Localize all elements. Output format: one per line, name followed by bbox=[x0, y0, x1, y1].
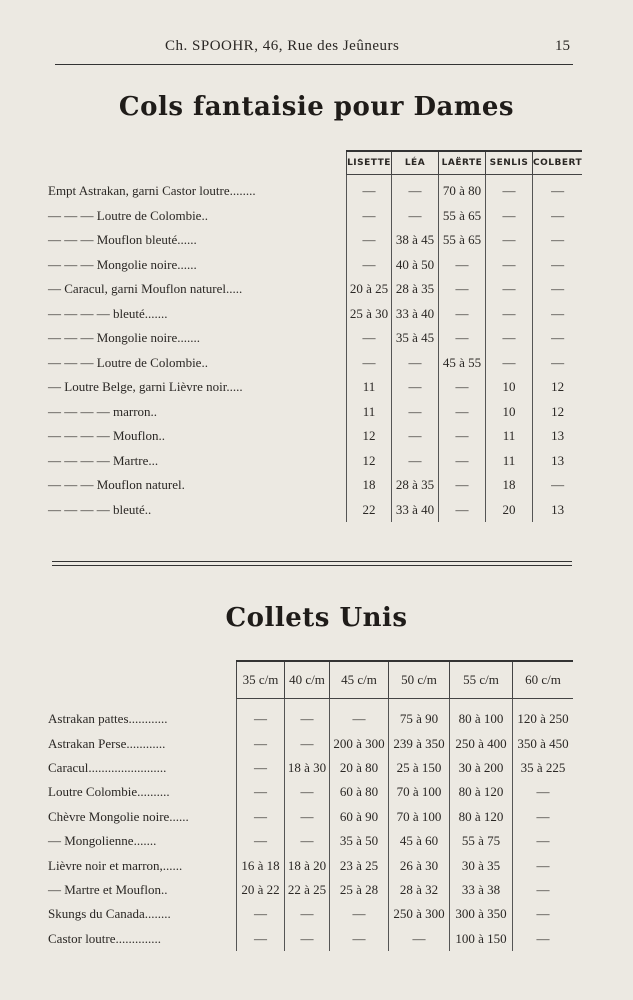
price-cell: 120 à 250 bbox=[513, 707, 574, 731]
row-label: Astrakan Perse............ bbox=[48, 735, 166, 751]
price-cell: 200 à 300 bbox=[330, 731, 389, 755]
table-row bbox=[48, 228, 582, 253]
price-cell: — bbox=[439, 498, 486, 523]
price-cell: — bbox=[533, 473, 583, 498]
price-cell: 80 à 100 bbox=[450, 707, 513, 731]
price-cell: 60 à 90 bbox=[330, 805, 389, 829]
row-label: — — — — bleuté....... bbox=[48, 305, 168, 321]
price-cell: — bbox=[533, 179, 583, 204]
price-cell: — bbox=[486, 277, 533, 302]
price-cell: 45 à 60 bbox=[389, 829, 450, 853]
price-cell: 13 bbox=[533, 449, 583, 474]
row-label: Castor loutre.............. bbox=[48, 930, 162, 946]
spacer-cell bbox=[48, 699, 237, 708]
price-cell: 239 à 350 bbox=[389, 731, 450, 755]
price-cell: 75 à 90 bbox=[389, 707, 450, 731]
price-cell: — bbox=[392, 375, 439, 400]
row-label: Caracul........................ bbox=[48, 759, 167, 775]
price-cell: — bbox=[237, 707, 285, 731]
price-cell: — bbox=[392, 424, 439, 449]
page-number: 15 bbox=[555, 38, 570, 54]
table-row bbox=[48, 731, 573, 755]
price-cell: — bbox=[237, 805, 285, 829]
price-cell: 12 bbox=[347, 449, 392, 474]
price-cell: 100 à 150 bbox=[450, 927, 513, 951]
price-cell: 25 à 150 bbox=[389, 756, 450, 780]
price-cell: — bbox=[347, 326, 392, 351]
price-cell: 33 à 40 bbox=[392, 498, 439, 523]
spacer-cell bbox=[389, 699, 450, 708]
price-cell: 10 bbox=[486, 400, 533, 425]
price-cell: — bbox=[285, 780, 330, 804]
table-row bbox=[48, 424, 582, 449]
row-label: — — — Mongolie noire...... bbox=[48, 256, 197, 272]
header-rule bbox=[55, 64, 573, 65]
price-cell: 23 à 25 bbox=[330, 853, 389, 877]
table-row bbox=[48, 449, 582, 474]
column-header: COLBERT bbox=[533, 151, 583, 175]
price-cell: — bbox=[285, 902, 330, 926]
price-cell: 22 bbox=[347, 498, 392, 523]
row-label: Astrakan pattes............ bbox=[48, 711, 168, 727]
price-cell: 11 bbox=[486, 424, 533, 449]
price-cell: — bbox=[439, 277, 486, 302]
price-cell: — bbox=[285, 927, 330, 951]
spacer-cell bbox=[450, 699, 513, 708]
price-cell: 250 à 400 bbox=[450, 731, 513, 755]
price-cell: 13 bbox=[533, 424, 583, 449]
price-cell: 40 à 50 bbox=[392, 253, 439, 278]
table-row bbox=[48, 878, 573, 902]
price-cell: — bbox=[330, 927, 389, 951]
table-row bbox=[48, 473, 582, 498]
price-cell: 11 bbox=[347, 375, 392, 400]
row-label: — — — Loutre de Colombie.. bbox=[48, 354, 208, 370]
price-cell: — bbox=[533, 302, 583, 327]
price-cell: 11 bbox=[347, 400, 392, 425]
price-cell: — bbox=[392, 449, 439, 474]
price-cell: 20 à 22 bbox=[237, 878, 285, 902]
row-label: Skungs du Canada........ bbox=[48, 906, 171, 922]
price-cell: — bbox=[513, 780, 574, 804]
table-row bbox=[48, 829, 573, 853]
price-cell: — bbox=[392, 204, 439, 229]
table-row bbox=[48, 179, 582, 204]
table-row bbox=[48, 780, 573, 804]
row-label: — — — — Mouflon.. bbox=[48, 428, 165, 444]
section2-title: Collets Unis bbox=[225, 603, 408, 633]
price-cell: — bbox=[439, 326, 486, 351]
section1-title: Cols fantaisie pour Dames bbox=[118, 92, 515, 122]
price-cell: — bbox=[486, 253, 533, 278]
price-cell: — bbox=[439, 375, 486, 400]
row-label: Empt Astrakan, garni Castor loutre........ bbox=[48, 183, 256, 199]
row-label: — Caracul, garni Mouflon naturel..... bbox=[48, 281, 243, 297]
table-row bbox=[48, 204, 582, 229]
price-cell: — bbox=[439, 473, 486, 498]
price-cell: 30 à 35 bbox=[450, 853, 513, 877]
price-cell: — bbox=[347, 179, 392, 204]
price-cell: 80 à 120 bbox=[450, 780, 513, 804]
price-cell: 70 à 100 bbox=[389, 805, 450, 829]
price-cell: — bbox=[439, 253, 486, 278]
spacer-cell bbox=[513, 699, 574, 708]
price-cell: 250 à 300 bbox=[389, 902, 450, 926]
row-label: — — — — Martre... bbox=[48, 452, 159, 468]
row-label: — — — — marron.. bbox=[48, 403, 158, 419]
price-cell: 55 à 65 bbox=[439, 228, 486, 253]
column-header: 55 c/m bbox=[450, 661, 513, 699]
price-cell: — bbox=[533, 277, 583, 302]
price-cell: 16 à 18 bbox=[237, 853, 285, 877]
price-cell: 33 à 40 bbox=[392, 302, 439, 327]
price-cell: — bbox=[533, 351, 583, 376]
collets-unis-table bbox=[48, 660, 573, 951]
price-cell: — bbox=[513, 902, 574, 926]
price-cell: 12 bbox=[533, 400, 583, 425]
price-cell: 20 bbox=[486, 498, 533, 523]
price-cell: 300 à 350 bbox=[450, 902, 513, 926]
price-cell: 25 à 30 bbox=[347, 302, 392, 327]
price-cell: 28 à 32 bbox=[389, 878, 450, 902]
table-row bbox=[48, 277, 582, 302]
price-cell: — bbox=[486, 179, 533, 204]
price-cell: 30 à 200 bbox=[450, 756, 513, 780]
price-cell: 11 bbox=[486, 449, 533, 474]
column-header: SENLIS bbox=[486, 151, 533, 175]
price-cell: — bbox=[439, 400, 486, 425]
table-row bbox=[48, 902, 573, 926]
price-cell: — bbox=[237, 756, 285, 780]
row-label: — Martre et Mouflon.. bbox=[48, 881, 168, 897]
price-cell: 10 bbox=[486, 375, 533, 400]
price-cell: 35 à 50 bbox=[330, 829, 389, 853]
price-cell: 18 à 30 bbox=[285, 756, 330, 780]
price-cell: — bbox=[513, 805, 574, 829]
price-cell: — bbox=[330, 707, 389, 731]
price-cell: — bbox=[285, 805, 330, 829]
price-cell: — bbox=[392, 179, 439, 204]
price-cell: — bbox=[347, 253, 392, 278]
price-cell: — bbox=[513, 878, 574, 902]
price-cell: — bbox=[533, 253, 583, 278]
price-cell: 18 bbox=[347, 473, 392, 498]
column-header: LAËRTE bbox=[439, 151, 486, 175]
price-cell: — bbox=[486, 204, 533, 229]
price-cell: — bbox=[392, 400, 439, 425]
price-cell: 22 à 25 bbox=[285, 878, 330, 902]
price-cell: 38 à 45 bbox=[392, 228, 439, 253]
price-cell: 55 à 75 bbox=[450, 829, 513, 853]
spacer-cell bbox=[285, 699, 330, 708]
price-cell: 25 à 28 bbox=[330, 878, 389, 902]
column-header: LÉA bbox=[392, 151, 439, 175]
spacer-cell bbox=[237, 699, 285, 708]
price-cell: — bbox=[237, 902, 285, 926]
table-row bbox=[48, 805, 573, 829]
header-text: Ch. SPOOHR, 46, Rue des Jeûneurs bbox=[165, 38, 400, 54]
price-cell: — bbox=[347, 228, 392, 253]
price-cell: 20 à 25 bbox=[347, 277, 392, 302]
table-row bbox=[48, 853, 573, 877]
row-label: — Loutre Belge, garni Lièvre noir..... bbox=[48, 379, 243, 395]
section-divider bbox=[52, 561, 572, 562]
price-cell: — bbox=[486, 326, 533, 351]
row-label: — — — Mouflon bleuté...... bbox=[48, 232, 197, 248]
price-cell: — bbox=[533, 228, 583, 253]
price-cell: — bbox=[237, 731, 285, 755]
table-row bbox=[48, 498, 582, 523]
price-cell: — bbox=[513, 927, 574, 951]
price-cell: 18 à 20 bbox=[285, 853, 330, 877]
price-cell: — bbox=[513, 829, 574, 853]
price-cell: 26 à 30 bbox=[389, 853, 450, 877]
table-row bbox=[48, 375, 582, 400]
table-row bbox=[48, 326, 582, 351]
section-divider bbox=[52, 565, 572, 566]
column-header: 60 c/m bbox=[513, 661, 574, 699]
price-cell: — bbox=[392, 351, 439, 376]
price-cell: 20 à 80 bbox=[330, 756, 389, 780]
price-cell: 18 bbox=[486, 473, 533, 498]
price-cell: — bbox=[330, 902, 389, 926]
price-cell: 28 à 35 bbox=[392, 277, 439, 302]
cols-fantaisie-table bbox=[48, 150, 582, 522]
price-cell: — bbox=[285, 731, 330, 755]
row-label: — — — — bleuté.. bbox=[48, 501, 152, 517]
price-cell: — bbox=[486, 302, 533, 327]
column-header: 45 c/m bbox=[330, 661, 389, 699]
table-row bbox=[48, 351, 582, 376]
price-cell: 35 à 225 bbox=[513, 756, 574, 780]
price-cell: 33 à 38 bbox=[450, 878, 513, 902]
price-cell: 350 à 450 bbox=[513, 731, 574, 755]
price-cell: 80 à 120 bbox=[450, 805, 513, 829]
price-cell: — bbox=[533, 204, 583, 229]
row-label: — — — Mongolie noire....... bbox=[48, 330, 201, 346]
price-cell: — bbox=[237, 780, 285, 804]
row-label: — — — Loutre de Colombie.. bbox=[48, 207, 208, 223]
spacer-cell bbox=[330, 699, 389, 708]
price-cell: 28 à 35 bbox=[392, 473, 439, 498]
row-label: — Mongolienne....... bbox=[48, 833, 157, 849]
price-cell: 12 bbox=[533, 375, 583, 400]
table-row bbox=[48, 927, 573, 951]
price-cell: — bbox=[237, 927, 285, 951]
column-header: 50 c/m bbox=[389, 661, 450, 699]
price-cell: 35 à 45 bbox=[392, 326, 439, 351]
table-row bbox=[48, 302, 582, 327]
price-cell: — bbox=[439, 302, 486, 327]
price-cell: — bbox=[439, 424, 486, 449]
price-cell: 60 à 80 bbox=[330, 780, 389, 804]
price-cell: — bbox=[347, 204, 392, 229]
table-row bbox=[48, 707, 573, 731]
price-cell: — bbox=[347, 351, 392, 376]
price-cell: — bbox=[285, 707, 330, 731]
price-cell: — bbox=[513, 853, 574, 877]
price-cell: 70 à 80 bbox=[439, 179, 486, 204]
price-cell: — bbox=[486, 351, 533, 376]
column-header: LISETTE bbox=[347, 151, 392, 175]
table-row bbox=[48, 400, 582, 425]
price-cell: 45 à 55 bbox=[439, 351, 486, 376]
price-cell: — bbox=[237, 829, 285, 853]
price-cell: — bbox=[439, 449, 486, 474]
column-header: 40 c/m bbox=[285, 661, 330, 699]
price-cell: 70 à 100 bbox=[389, 780, 450, 804]
price-cell: 13 bbox=[533, 498, 583, 523]
price-cell: 12 bbox=[347, 424, 392, 449]
row-label: Loutre Colombie.......... bbox=[48, 784, 170, 800]
price-cell: — bbox=[486, 228, 533, 253]
price-cell: — bbox=[285, 829, 330, 853]
price-cell: — bbox=[533, 326, 583, 351]
table-row bbox=[48, 756, 573, 780]
row-label: Lièvre noir et marron,...... bbox=[48, 857, 183, 873]
page-header bbox=[55, 38, 575, 58]
price-cell: 55 à 65 bbox=[439, 204, 486, 229]
price-cell: — bbox=[389, 927, 450, 951]
row-label: — — — Mouflon naturel. bbox=[48, 477, 185, 493]
row-label: Chèvre Mongolie noire...... bbox=[48, 808, 189, 824]
table-row bbox=[48, 253, 582, 278]
column-header: 35 c/m bbox=[237, 661, 285, 699]
